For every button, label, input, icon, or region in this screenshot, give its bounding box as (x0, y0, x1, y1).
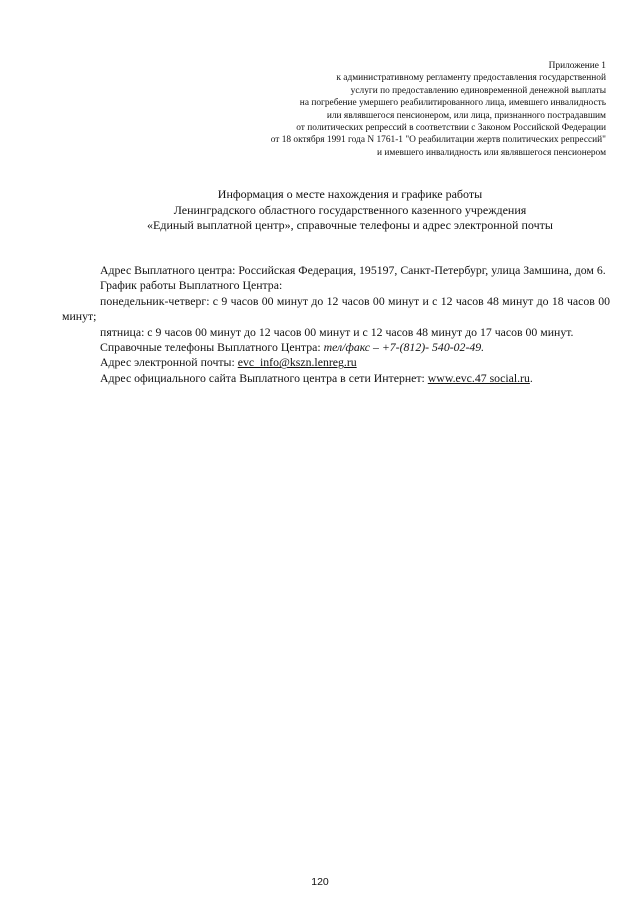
appendix-line: или являвшегося пенсионером, или лица, признанного пострадавшим (326, 110, 606, 121)
site-label: Адрес официального сайта Выплатного центра в сети Интернет: (100, 370, 428, 385)
document-title (60, 187, 640, 234)
schedule-fri: пятница: с 9 часов 00 минут до 12 часов 00 минут и с 12 часов 48 минут до 17 часов 00 минут. (100, 324, 574, 339)
title-line: «Единый выплатной центр», справочные телефоны и адрес электронной почты (147, 218, 553, 232)
email-link[interactable]: evc_info@kszn.lenreg.ru (237, 355, 357, 370)
email-label: Адрес электронной почты: (100, 355, 238, 370)
appendix-line: к административному регламенту предоставления государственной (336, 73, 606, 84)
page-number: 120 (311, 876, 329, 888)
schedule-mon-thu: понедельник-четверг: с 9 часов 00 минут до 12 часов 00 минут и с 12 часов 48 минут до 18 часов 00 минут; (62, 293, 610, 324)
appendix-header (166, 60, 606, 159)
title-line: Ленинградского областного государственного казенного учреждения (173, 202, 527, 217)
site-paragraph (62, 371, 610, 386)
appendix-line: от 18 октября 1991 года N 1761-1 "О реабилитации жертв политических репрессий" (270, 135, 606, 146)
phones-paragraph (62, 340, 610, 355)
site-link[interactable]: www.evc.47 social.ru (427, 370, 530, 385)
appendix-line: Приложение 1 (548, 61, 606, 71)
appendix-line: от политических репрессий в соответствии с Законом Российской Федерации (296, 123, 606, 134)
site-suffix: . (529, 370, 533, 385)
document-body (62, 263, 610, 386)
schedule-heading: График работы Выплатного Центра: (100, 278, 283, 293)
address-paragraph: Адрес Выплатного центра: Российская Федерация, 195197, Санкт-Петербург, улица Замшина, дом 6. (100, 263, 606, 277)
appendix-line: услуги по предоставлению единовременной денежной выплаты (350, 85, 606, 96)
phones-label: Справочные телефоны Выплатного Центра: (100, 340, 324, 355)
appendix-line: на погребение умершего реабилитированного лица, имевшего инвалидность (299, 98, 606, 109)
appendix-line: и имевшего инвалидность или являвшегося пенсионером (377, 147, 606, 158)
email-paragraph (62, 355, 610, 370)
title-line: Информация о месте нахождения и графике работы (217, 187, 483, 201)
phones-value: тел/факс – +7-(812)- 540-02-49. (323, 340, 485, 355)
